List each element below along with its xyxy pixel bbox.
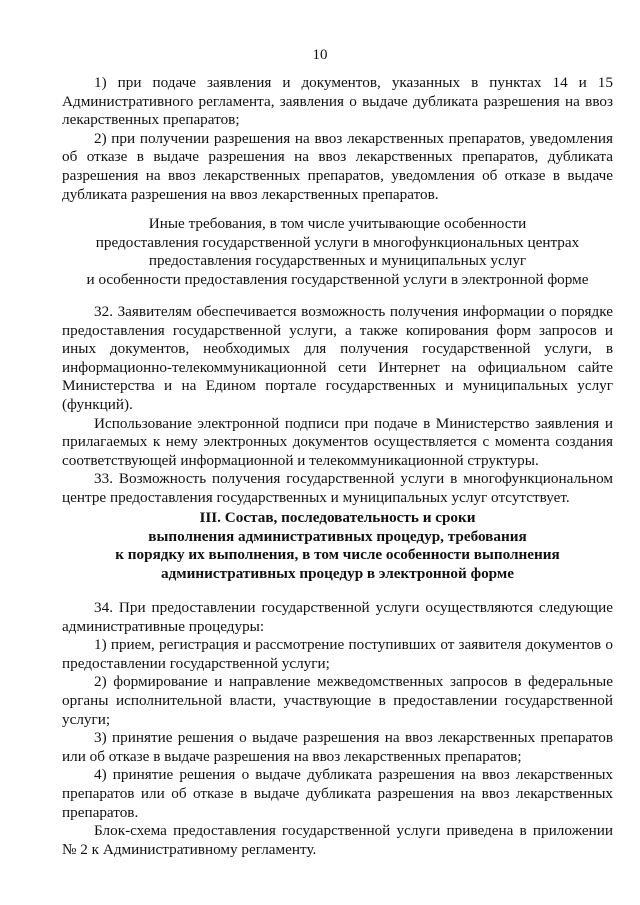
paragraph: Использование электронной подписи при подаче в Министерство заявления и прилагаемых к нему электронных документов осуществляется с момента создания соответствующей информационной и телекоммуникационной структуры. [62, 414, 613, 469]
paragraph: 2) при получении разрешения на ввоз лекарственных препаратов, уведомления об отказе в выдаче разрешения на ввоз лекарственных препаратов, дубликата разрешения на ввоз лекарственных препаратов, уведомления об отказе в выдаче дубликата разрешения на ввоз лекарственных препаратов. [62, 129, 613, 203]
paragraph: 1) прием, регистрация и рассмотрение поступивших от заявителя документов о предоставлении государственной услуги; [62, 636, 613, 672]
subheading-line: Иные требования, в том числе учитывающие особенности [148, 215, 527, 232]
paragraph: Блок-схема предоставления государственной услуги приведена в приложении № 2 к Административному регламенту. [62, 822, 613, 858]
paragraph: 1) при подаче заявления и документов, указанных в пунктах 14 и 15 Административного регламента, заявления о выдаче дубликата разрешения на ввоз лекарственных препаратов; [62, 74, 613, 129]
paragraph: 33. Возможность получения государственной услуги в многофункциональном центре предоставления государственных и муниципальных услуг отсутствует. [62, 470, 613, 506]
section-heading-line: выполнения административных процедур, требования [148, 527, 527, 545]
top-paragraphs [62, 74, 613, 204]
paragraph: 4) принятие решения о выдаче дубликата разрешения на ввоз лекарственных препаратов или об отказе в выдаче дубликата разрешения на ввоз лекарственных препаратов. [62, 766, 613, 821]
page-number: 10 [312, 47, 328, 63]
section-heading [62, 509, 613, 583]
paragraph: 2) формирование и направление межведомственных запросов в федеральные органы исполнительной власти, участвующие в предоставлении государственной услуги; [62, 673, 613, 728]
section-heading-line: административных процедур в электронной форме [161, 564, 514, 582]
subheading-line: предоставления государственных и муниципальных услуг [148, 252, 527, 270]
section-heading-line: к порядку их выполнения, в том числе особенности выполнения [115, 546, 560, 564]
subheading-line: предоставления государственной услуги в многофункциональных центрах [95, 233, 580, 251]
subheading [62, 215, 613, 289]
paragraph: 34. При предоставлении государственной услуги осуществляются следующие административные процедуры: [62, 599, 613, 635]
bottom-paragraphs [62, 599, 613, 859]
section-heading-line: III. Состав, последовательность и сроки [199, 509, 476, 526]
paragraph: 32. Заявителям обеспечивается возможность получения информации о порядке предоставления государственной услуги, а также копирования форм запросов и иных документов, необходимых для получения государственной услуги, в информационно-телекоммуникационной сети Интернет на официальном сайте Министерства и на Едином портале государственных и муниципальных услуг (функций). [62, 303, 613, 413]
subheading-line: и особенности предоставления государственной услуги в электронной форме [86, 270, 589, 288]
middle-paragraphs [62, 303, 613, 508]
paragraph: 3) принятие решения о выдаче разрешения на ввоз лекарственных препаратов или об отказе в выдаче разрешения на ввоз лекарственных препаратов; [62, 729, 613, 765]
